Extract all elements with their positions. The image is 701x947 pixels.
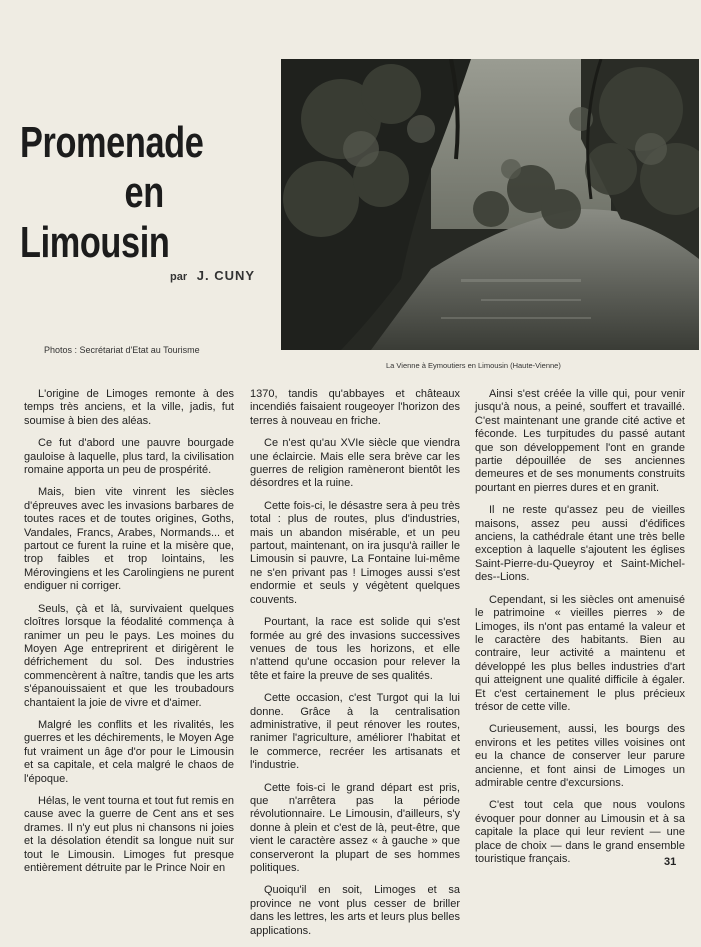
paragraph: Mais, bien vite vinrent les siècles d'épreuves avec les invasions barbares de toutes races et de toutes origines, Goths, Vandales, Francs, Arabes, Normands... et partout ce furent la ruine et la misère que, trop faibles et trop lointains, les Mérovingiens et les Carolingiens ne purent endiguer ni corriger. [24,486,234,593]
title-line-3: Limousin [20,218,170,267]
paragraph: Il ne reste qu'assez peu de vieilles maisons, assez peu aussi d'édifices anciens, la cathédrale étant une très belle exception à laquelle s'ajoutent les églises Saint-Pierre-du-Queyroy et Saint-Michel-des--Lions. [475,504,685,584]
paragraph: Cette occasion, c'est Turgot qui la lui donne. Grâce à la centralisation administrative, il peut rénover les routes, ranimer l'agriculture, améliorer l'habitat et le commerce, recréer les artisanats et l'industrie. [250,692,460,772]
paragraph: Seuls, çà et là, survivaient quelques cloîtres lorsque la féodalité commença à ranimer un peu le pays. Les moines du Moyen Age entreprirent et dirigèrent le défrichement du sol. Des industries commencèrent à naître, tandis que les arts s'épanouissaient et que les troubadours chantaient la joie de vivre et d'aimer. [24,602,234,709]
paragraph: Pourtant, la race est solide qui s'est formée au gré des invasions successives venues de tous les horizons, et elle n'attend qu'une occasion pour relever la tête et faire la preuve de ses qualités. [250,616,460,682]
author-name: J. CUNY [196,268,256,283]
text-column-3 [475,388,685,875]
river-photo-image [281,59,699,350]
paragraph: Quoiqu'il en soit, Limoges et sa province ne vont plus cesser de briller dans les lettres, les arts et leurs plus belles applications. [250,884,460,937]
paragraph: Ainsi s'est créée la ville qui, pour venir jusqu'à nous, a peiné, souffert et travaillé. C'est maintenant une grande cité active et féconde. Les turpitudes du passé autant que son développement l'ont en grande partie dépouillée de ses anciennes demeures et de ses monuments construits pourtant en pierres dures et en granit. [475,388,685,494]
paragraph: 1370, tandis qu'abbayes et châteaux incendiés faisaient rougeoyer l'horizon des terres à nouveau en friche. [250,388,460,427]
text-column-1 [24,388,234,884]
page-number: 31 [664,856,677,868]
paragraph: C'est tout cela que nous voulons évoquer pour donner au Limousin et à sa capitale la place qui leur revient — une place de choix — dans le grand ensemble touristique français. [475,799,685,865]
paragraph: Ce n'est qu'au XVIe siècle que viendra une éclaircie. Mais elle sera brève car les guerres de religion ramèneront bientôt les désordres et la ruine. [250,437,460,490]
paragraph: Ce fut d'abord une pauvre bourgade gauloise à laquelle, plus tard, la civilisation romaine apporta un peu de prospérité. [24,437,234,477]
river-photo [281,59,699,350]
paragraph: L'origine de Limoges remonte à des temps très anciens, et la ville, jadis, fut soumise à bien des aléas. [24,388,234,427]
title-line-1: Promenade [20,118,204,167]
paragraph: Cette fois-ci le grand départ est pris, que n'arrêtera pas la période révolutionnaire. Le Limousin, d'ailleurs, s'y donne à plein et c'est de là, peut-être, que vient le caractère assez « à gauche » que conserveront la plupart de ses hommes politiques. [250,781,460,874]
paragraph: Hélas, le vent tourna et tout fut remis en cause avec la guerre de Cent ans et ses drames. Il n'y eut plus ni chansons ni joies et la désolation étendit sa longue nuit sur tout le Limousin. Limoges fut presque entièrement détruite par le Prince Noir en [24,794,234,874]
text-column-2 [250,388,460,947]
photo-credit: Photos : Secrétariat d'Etat au Tourisme [44,345,200,355]
paragraph: Cependant, si les siècles ont amenuisé le patrimoine « vieilles pierres » de Limoges, ils n'ont pas entamé la valeur et le caractère des habitants. Bien au contraire, leur activité a maintenu et développé les plus belles industries d'art qui atteignent une qualité difficile à égaler. Et c'est certainement le plus précieux trésor de cette ville. [475,593,685,713]
paragraph: Curieusement, aussi, les bourgs des environs et les petites villes voisines ont eu la chance de conserver leur parure ancienne, et font ainsi de Limoges un admirable centre d'excursions. [475,723,685,789]
paragraph: Cette fois-ci, le désastre sera à peu très total : plus de routes, plus d'industries, mais un abandon misérable, et un peu partout, maintenant, on ira jusqu'à railler le Limousin si pauvre, La Fontaine lui-même ne s'en privant pas ! Limoges aussi s'est endormie et seuls y végètent quelques couvents. [250,499,460,606]
paragraph: Malgré les conflits et les rivalités, les guerres et les déchirements, le Moyen Age fut vraiment un âge d'or pour le Limousin et sa capitale, et cela malgré le chaos de l'époque. [24,718,234,785]
author-byline [170,268,255,283]
byline-prefix: par [170,271,188,283]
title-line-2: en [124,168,164,217]
article-title [20,118,207,268]
photo-caption: La Vienne à Eymoutiers en Limousin (Haute-Vienne) [386,361,561,370]
